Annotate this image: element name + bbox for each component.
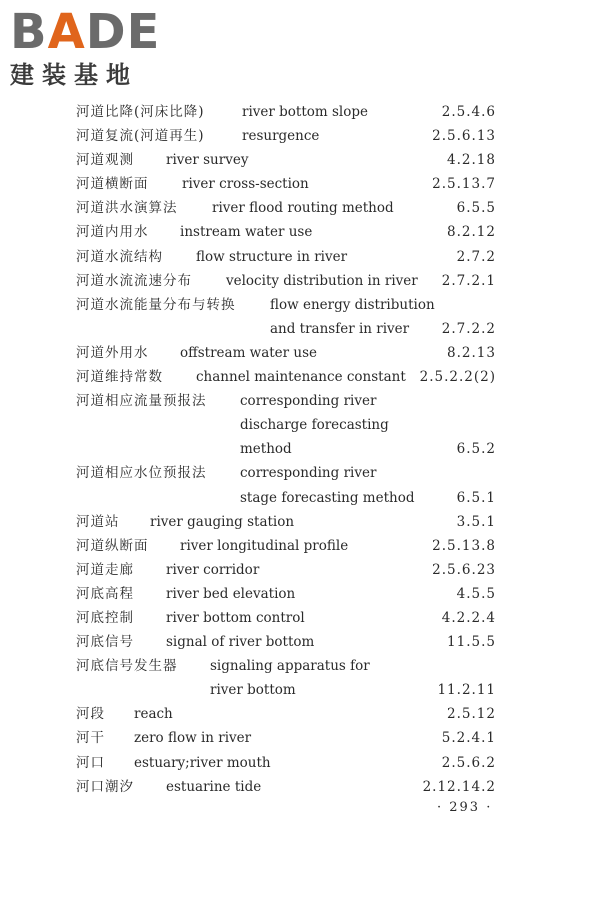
entry-section-ref: 2.5.12 — [447, 706, 496, 723]
glossary-entry — [76, 245, 496, 269]
entry-chinese-term: 河道维持常数 — [76, 369, 163, 386]
entry-chinese-term: 河底控制 — [76, 609, 134, 626]
entry-chinese-term: 河道内用水 — [76, 224, 149, 241]
glossary-entry — [76, 582, 496, 606]
entry-line — [76, 534, 496, 558]
entry-line — [76, 220, 496, 244]
glossary-entry — [76, 148, 496, 172]
entry-chinese-term: 河道水流结构 — [76, 248, 163, 265]
glossary-entry — [76, 293, 496, 341]
entry-section-ref: 4.5.5 — [456, 585, 496, 602]
entry-line — [76, 702, 496, 726]
entry-line — [76, 413, 496, 437]
entry-section-ref: 8.2.12 — [447, 224, 496, 241]
entry-chinese-term: 河干 — [76, 730, 105, 747]
entry-line — [76, 726, 496, 750]
entry-section-ref: 2.7.2.1 — [441, 272, 496, 289]
entry-chinese-term: 河道相应水位预报法 — [76, 465, 207, 482]
entry-line — [76, 775, 496, 799]
glossary-entry — [76, 389, 496, 461]
entry-section-ref: 2.5.6.13 — [432, 128, 496, 145]
entry-chinese-term: 河道站 — [76, 513, 120, 530]
entry-line — [76, 365, 496, 389]
glossary-entry — [76, 172, 496, 196]
entry-chinese-term: 河道水流流速分布 — [76, 272, 192, 289]
entry-chinese-term: 河底信号 — [76, 634, 134, 651]
entry-line — [76, 654, 496, 678]
entry-english-term: signaling apparatus for — [210, 658, 370, 675]
entry-section-ref: 2.5.2.2(2) — [419, 369, 496, 386]
entry-section-ref: 2.7.2.2 — [441, 320, 496, 337]
entry-section-ref: 2.5.13.8 — [432, 537, 496, 554]
glossary-entry — [76, 654, 496, 702]
entry-section-ref: 4.2.18 — [447, 152, 496, 169]
entry-line — [76, 269, 496, 293]
entry-english-term: velocity distribution in river — [226, 272, 418, 289]
entry-english-term: flow structure in river — [196, 248, 348, 265]
entry-line — [76, 678, 496, 702]
glossary-entry — [76, 196, 496, 220]
glossary-entry — [76, 461, 496, 509]
entry-english-term: estuarine tide — [166, 778, 262, 795]
entry-section-ref: 6.5.1 — [456, 489, 496, 506]
entry-english-term: flow energy distribution — [270, 296, 435, 313]
entry-section-ref: 11.5.5 — [447, 634, 496, 651]
entry-section-ref: 11.2.11 — [437, 682, 496, 699]
entry-chinese-term: 河底高程 — [76, 585, 134, 602]
logo-subtitle: 建装基地 — [10, 61, 138, 89]
entry-english-term: river cross-section — [182, 176, 309, 193]
glossary-entry — [76, 726, 496, 750]
entry-section-ref: 2.5.13.7 — [432, 176, 496, 193]
entry-line — [76, 461, 496, 485]
entry-chinese-term: 河道水流能量分布与转换 — [76, 296, 236, 313]
entry-section-ref: 2.7.2 — [456, 248, 496, 265]
brand-logo — [10, 4, 161, 90]
entry-chinese-term: 河道观测 — [76, 152, 134, 169]
entry-line — [76, 486, 496, 510]
entry-chinese-term: 河口 — [76, 754, 105, 771]
entry-chinese-term: 河道比降(河床比降) — [76, 104, 205, 120]
glossary-entry — [76, 365, 496, 389]
glossary-entry — [76, 124, 496, 148]
entry-english-term: river bottom — [210, 682, 296, 699]
entry-line — [76, 751, 496, 775]
entry-english-term: signal of river bottom — [166, 634, 315, 651]
entry-line — [76, 341, 496, 365]
glossary-entry — [76, 269, 496, 293]
entry-chinese-term: 河道纵断面 — [76, 537, 149, 554]
glossary-entry — [76, 510, 496, 534]
entry-chinese-term: 河道走廊 — [76, 561, 134, 578]
entry-section-ref: 2.12.14.2 — [422, 778, 496, 795]
entry-english-term: corresponding river — [240, 465, 377, 482]
entry-line — [76, 437, 496, 461]
entry-line — [76, 582, 496, 606]
entry-chinese-term: 河口潮汐 — [76, 778, 134, 795]
entry-english-term: river flood routing method — [212, 200, 394, 217]
entry-line — [76, 124, 496, 148]
entry-chinese-term: 河道横断面 — [76, 176, 149, 193]
glossary-entry — [76, 220, 496, 244]
entry-section-ref: 6.5.5 — [456, 200, 496, 217]
logo-wordmark: BADE — [10, 4, 161, 60]
entry-line — [76, 172, 496, 196]
entry-line — [76, 196, 496, 220]
entry-english-term: method — [240, 441, 292, 458]
entry-chinese-term: 河底信号发生器 — [76, 658, 178, 675]
glossary-entry — [76, 606, 496, 630]
entry-english-term: river bottom slope — [242, 104, 368, 120]
entry-section-ref: 6.5.2 — [456, 441, 496, 458]
entry-chinese-term: 河道相应流量预报法 — [76, 393, 207, 410]
glossary-entry — [76, 630, 496, 654]
glossary-entry — [76, 100, 496, 124]
entry-section-ref: 5.2.4.1 — [441, 730, 496, 747]
entry-chinese-term: 河道复流(河道再生) — [76, 128, 205, 145]
entry-line — [76, 317, 496, 341]
entry-line — [76, 606, 496, 630]
entry-section-ref: 2.5.6.2 — [441, 754, 496, 771]
entry-english-term: river corridor — [166, 561, 260, 578]
entry-line — [76, 558, 496, 582]
entry-english-term: and transfer in river — [270, 320, 410, 337]
entry-english-term: river survey — [166, 152, 249, 169]
glossary-entry — [76, 775, 496, 799]
entry-english-term: instream water use — [180, 224, 313, 241]
entry-line — [76, 389, 496, 413]
entry-line — [76, 100, 496, 124]
entry-english-term: river bed elevation — [166, 585, 296, 602]
glossary-entry-list — [76, 100, 496, 799]
entry-chinese-term: 河道外用水 — [76, 344, 149, 361]
entry-english-term: river longitudinal profile — [180, 537, 349, 554]
entry-section-ref: 3.5.1 — [456, 513, 496, 530]
glossary-entry — [76, 558, 496, 582]
entry-line — [76, 148, 496, 172]
glossary-entry — [76, 341, 496, 365]
entry-english-term: discharge forecasting — [240, 417, 389, 434]
entry-english-term: river gauging station — [150, 513, 295, 530]
page-number: · 293 · — [437, 800, 493, 815]
entry-english-term: corresponding river — [240, 393, 377, 410]
entry-section-ref: 2.5.4.6 — [441, 104, 496, 120]
entry-chinese-term: 河段 — [76, 706, 105, 723]
entry-line — [76, 245, 496, 269]
entry-line — [76, 510, 496, 534]
entry-english-term: offstream water use — [180, 344, 318, 361]
entry-section-ref: 8.2.13 — [447, 344, 496, 361]
entry-section-ref: 2.5.6.23 — [432, 561, 496, 578]
entry-chinese-term: 河道洪水演算法 — [76, 200, 178, 217]
glossary-entry — [76, 534, 496, 558]
entry-line — [76, 293, 496, 317]
entry-english-term: reach — [134, 706, 173, 723]
entry-english-term: resurgence — [242, 128, 320, 145]
entry-english-term: channel maintenance constant — [196, 369, 406, 386]
entry-english-term: estuary;river mouth — [134, 754, 271, 771]
glossary-entry — [76, 702, 496, 726]
entry-section-ref: 4.2.2.4 — [441, 609, 496, 626]
entry-english-term: zero flow in river — [134, 730, 252, 747]
entry-line — [76, 630, 496, 654]
glossary-entry — [76, 751, 496, 775]
entry-english-term: stage forecasting method — [240, 489, 415, 506]
entry-english-term: river bottom control — [166, 609, 305, 626]
